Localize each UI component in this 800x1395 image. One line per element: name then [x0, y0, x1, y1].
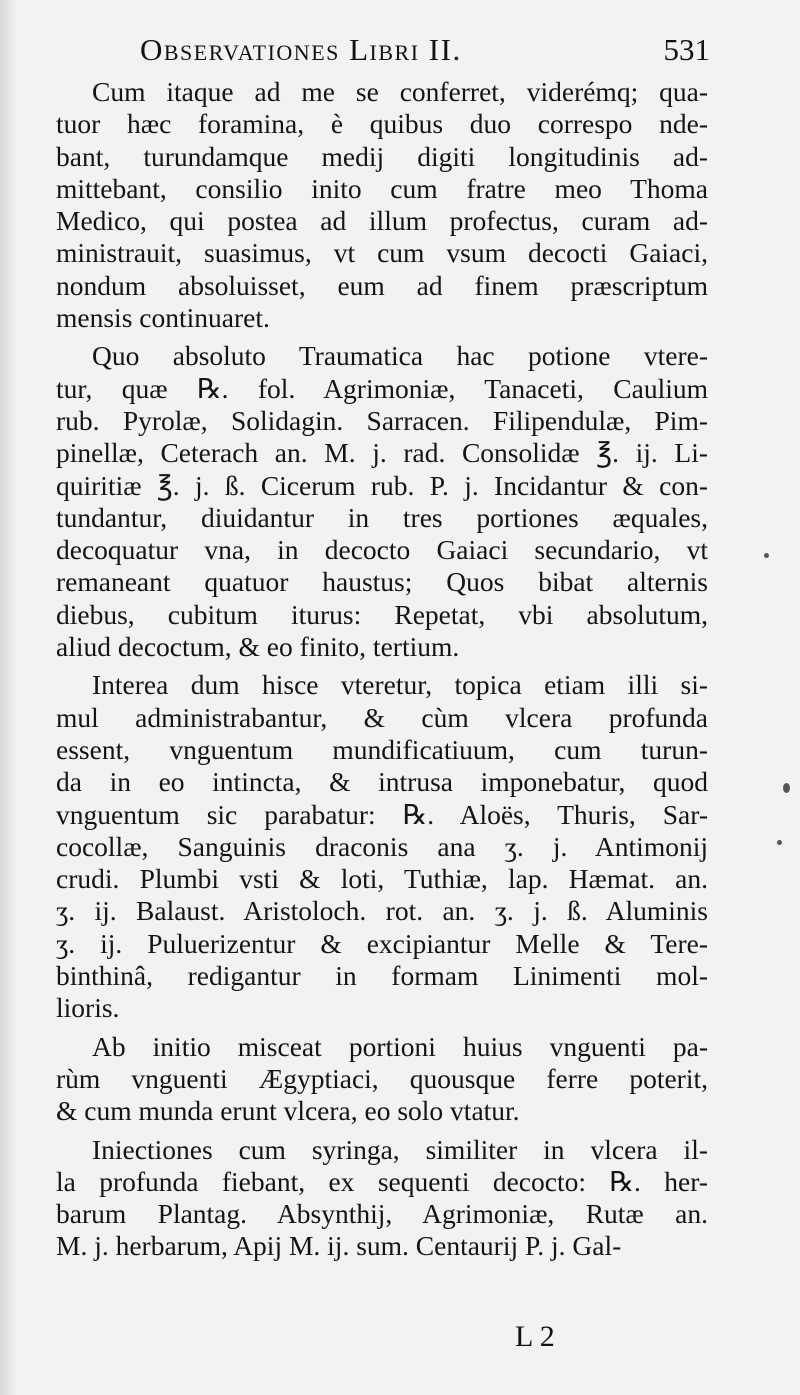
text-line: Medico, qui postea ad illum profectus, curam ad-	[56, 205, 708, 237]
text-line: mensis continuaret.	[56, 302, 270, 334]
text-line: essent, vnguentum mundificatiuum, cum turun-	[56, 733, 708, 765]
text-line: pinellæ, Ceterach an. M. j. rad. Consolidæ ℥. ij. Li-	[56, 437, 708, 469]
text-line: ʒ. ij. Balaust. Aristoloch. rot. an. ʒ. j. ß. Aluminis	[56, 895, 708, 927]
running-title: Observationes Libri II.	[140, 32, 462, 67]
text-line: barum Plantag. Absynthij, Agrimoniæ, Rutæ an.	[56, 1198, 708, 1230]
page-edge-shadow	[0, 0, 16, 1395]
paragraph	[56, 1031, 708, 1128]
text-line: & cum munda erunt vlcera, eo solo vtatur.	[56, 1095, 520, 1127]
text-line: Interea dum hisce vteretur, topica etiam illi si-	[92, 669, 708, 701]
text-line: crudi. Plumbi vsti & loti, Tuthiæ, lap. Hæmat. an.	[56, 863, 708, 895]
text-line: lioris.	[56, 992, 120, 1024]
text-line: ministrauit, suasimus, vt cum vsum decocti Gaiaci,	[56, 237, 708, 269]
text-line: nondum absoluisset, eum ad finem præscriptum	[56, 269, 708, 301]
paragraph	[56, 1134, 708, 1263]
paragraph	[56, 669, 708, 1024]
text-line: Quo absoluto Traumatica hac potione vtere-	[92, 340, 708, 372]
text-line: vnguentum sic parabatur: ℞. Aloës, Thuris, Sar-	[56, 798, 708, 830]
paragraph	[56, 76, 708, 334]
page-number: 531	[663, 32, 710, 67]
text-line: aliud decoctum, & eo finito, tertium.	[56, 631, 460, 663]
text-line: tuor hæc foramina, è quibus duo correspo nde-	[56, 108, 708, 140]
text-line: mittebant, consilio inito cum fratre meo Thoma	[56, 172, 708, 204]
ink-speck	[764, 553, 769, 558]
text-line: quiritiæ ℥. j. ß. Cicerum rub. P. j. Incidantur & con-	[56, 469, 708, 501]
text-line: mul administrabantur, & cùm vlcera profunda	[56, 701, 708, 733]
text-line: bant, turundamque medij digiti longitudinis ad-	[56, 140, 708, 172]
text-line: remaneant quatuor haustus; Quos bibat alternis	[56, 566, 708, 598]
ink-speck	[777, 840, 782, 845]
text-line: da in eo intincta, & intrusa imponebatur, quod	[56, 766, 708, 798]
text-line: Cum itaque ad me se conferret, viderémq; qua-	[92, 76, 708, 107]
text-line: tundantur, diuidantur in tres portiones æquales,	[56, 501, 708, 533]
signature-mark: L 2	[515, 1320, 555, 1353]
text-line: rùm vnguenti Ægyptiaci, quousque ferre poterit,	[56, 1062, 708, 1094]
paragraph	[56, 340, 708, 663]
ink-speck	[783, 783, 790, 793]
text-line: ʒ. ij. Puluerizentur & excipiantur Melle & Tere-	[56, 927, 708, 959]
text-line: binthinâ, redigantur in formam Linimenti mol-	[56, 960, 708, 992]
body-text	[56, 76, 708, 1263]
text-line: M. j. herbarum, Apij M. ij. sum. Centaurij P. j. Gal-	[56, 1230, 622, 1262]
text-line: Iniectiones cum syringa, similiter in vlcera il-	[92, 1133, 708, 1165]
text-line: rub. Pyrolæ, Solidagin. Sarracen. Filipendulæ, Pim-	[56, 404, 708, 436]
text-line: decoquatur vna, in decocto Gaiaci secundario, vt	[56, 534, 708, 566]
text-line: diebus, cubitum iturus: Repetat, vbi absolutum,	[56, 598, 708, 630]
page-header	[140, 28, 720, 74]
text-line: la profunda fiebant, ex sequenti decocto: ℞. her-	[56, 1165, 708, 1197]
text-line: tur, quæ ℞. fol. Agrimoniæ, Tanaceti, Caulium	[56, 372, 708, 404]
text-line: cocollæ, Sanguinis draconis ana ʒ. j. Antimonij	[56, 830, 708, 862]
text-line: Ab initio misceat portioni huius vnguenti pa-	[92, 1030, 708, 1062]
